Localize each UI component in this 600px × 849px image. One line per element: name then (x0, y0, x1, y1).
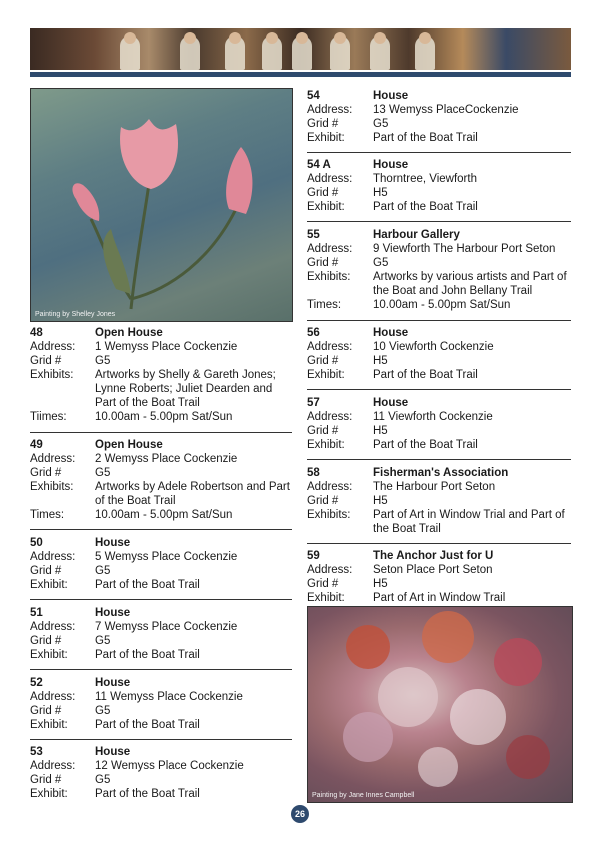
entry-number: 57 (307, 397, 320, 409)
address-value: 11 Viewforth Cockenzie (373, 411, 493, 423)
grid-value: G5 (95, 635, 111, 647)
grid-value: G5 (373, 257, 389, 269)
entry-55 (307, 228, 571, 312)
entry-number: 59 (307, 550, 320, 562)
exhibit-label: Exhibit: (30, 649, 68, 661)
address-value: 13 Wemyss PlaceCockenzie (373, 104, 519, 116)
address-label: Address: (307, 481, 353, 493)
grid-label: Grid # (30, 705, 62, 717)
grid-label: Grid # (307, 187, 339, 199)
entry-number: 51 (30, 607, 43, 619)
divider (307, 152, 571, 153)
entry-title: House (95, 537, 131, 549)
entry-number: 54 A (307, 159, 331, 171)
divider (307, 320, 571, 321)
divider (307, 389, 571, 390)
divider (30, 739, 292, 740)
entry-title: Open House (95, 439, 163, 451)
times-value: 10.00am - 5.00pm Sat/Sun (95, 509, 233, 521)
times-label: Tiimes: (30, 411, 67, 423)
entry-58 (307, 466, 571, 536)
exhibit-label: Exhibit: (30, 719, 68, 731)
entry-51 (30, 606, 292, 662)
exhibit-label: Exhibit: (307, 132, 345, 144)
entry-title: House (373, 327, 409, 339)
divider (30, 599, 292, 600)
exhibit-value: Part of the Boat Trail (95, 579, 200, 591)
entry-49 (30, 438, 292, 522)
grid-value: G5 (95, 705, 111, 717)
times-value: 10.00am - 5.00pm Sat/Sun (95, 411, 233, 423)
exhibits-label: Exhibits: (30, 369, 74, 381)
exhibits-label: Exhibits: (307, 271, 351, 283)
grid-value: G5 (95, 774, 111, 786)
flowers-illustration (308, 607, 572, 802)
divider (30, 432, 292, 433)
entry-48 (30, 326, 292, 424)
address-value: 10 Viewforth Cockenzie (373, 341, 494, 353)
exhibit-label: Exhibit: (30, 788, 68, 800)
exhibit-label: Exhibit: (307, 201, 345, 213)
entry-53 (30, 745, 292, 801)
address-label: Address: (30, 621, 76, 633)
address-value: 2 Wemyss Place Cockenzie (95, 453, 238, 465)
exhibits-value: Part of Art in Window Trial and Part of the Boat Trail (373, 509, 565, 535)
address-label: Address: (30, 341, 76, 353)
grid-value: G5 (95, 355, 111, 367)
address-label: Address: (307, 564, 353, 576)
exhibit-value: Part of the Boat Trail (373, 439, 478, 451)
exhibit-value: Part of the Boat Trail (95, 649, 200, 661)
banner-divider (30, 72, 571, 77)
entry-59 (307, 549, 571, 605)
divider (30, 529, 292, 530)
exhibit-value: Part of the Boat Trail (373, 132, 478, 144)
grid-value: H5 (373, 425, 388, 437)
address-label: Address: (307, 341, 353, 353)
address-value: Seton Place Port Seton (373, 564, 493, 576)
entry-number: 56 (307, 327, 320, 339)
divider (307, 221, 571, 222)
address-value: 11 Wemyss Place Cockenzie (95, 691, 243, 703)
grid-label: Grid # (30, 355, 62, 367)
address-label: Address: (307, 173, 353, 185)
grid-value: H5 (373, 578, 388, 590)
flowers-painting (307, 606, 573, 803)
grid-value: H5 (373, 187, 388, 199)
grid-label: Grid # (307, 425, 339, 437)
address-value: 1 Wemyss Place Cockenzie (95, 341, 238, 353)
grid-value: G5 (373, 118, 389, 130)
entry-title: House (95, 607, 131, 619)
entry-57 (307, 396, 571, 452)
divider (30, 669, 292, 670)
flowers-painting-caption: Painting by Jane Innes Campbell (312, 792, 415, 799)
exhibit-value: Part of the Boat Trail (373, 201, 478, 213)
exhibits-value: Artworks by Adele Robertson and Part of the Boat Trail (95, 481, 290, 507)
tulip-illustration (31, 89, 292, 321)
grid-label: Grid # (307, 495, 339, 507)
grid-label: Grid # (307, 118, 339, 130)
entry-title: Harbour Gallery (373, 229, 460, 241)
entry-number: 52 (30, 677, 43, 689)
entry-title: The Anchor Just for U (373, 550, 494, 562)
times-value: 10.00am - 5.00pm Sat/Sun (373, 299, 511, 311)
grid-label: Grid # (30, 467, 62, 479)
exhibits-label: Exhibits: (30, 481, 74, 493)
exhibit-label: Exhibit: (307, 592, 345, 604)
entry-title: House (373, 397, 409, 409)
page-number: 26 (291, 805, 309, 823)
entry-number: 54 (307, 90, 320, 102)
exhibit-value: Part of the Boat Trail (373, 369, 478, 381)
entry-title: House (373, 159, 409, 171)
divider (307, 459, 571, 460)
entry-number: 48 (30, 327, 43, 339)
grid-label: Grid # (307, 578, 339, 590)
address-label: Address: (307, 243, 353, 255)
entry-number: 55 (307, 229, 320, 241)
address-value: 12 Wemyss Place Cockenzie (95, 760, 244, 772)
times-label: Times: (30, 509, 65, 521)
grid-label: Grid # (307, 257, 339, 269)
exhibit-value: Part of the Boat Trail (95, 719, 200, 731)
address-label: Address: (30, 551, 76, 563)
grid-value: G5 (95, 565, 111, 577)
entry-number: 49 (30, 439, 43, 451)
address-label: Address: (307, 104, 353, 116)
divider (307, 543, 571, 544)
exhibit-label: Exhibit: (307, 439, 345, 451)
address-value: 5 Wemyss Place Cockenzie (95, 551, 238, 563)
address-label: Address: (307, 411, 353, 423)
exhibit-value: Part of Art in Window Trail (373, 592, 506, 604)
address-value: Thorntree, Viewforth (373, 173, 477, 185)
exhibit-label: Exhibit: (30, 579, 68, 591)
entry-50 (30, 536, 292, 592)
tulip-painting-caption: Painting by Shelley Jones (35, 311, 116, 318)
address-label: Address: (30, 691, 76, 703)
address-value: The Harbour Port Seton (373, 481, 496, 493)
entry-number: 53 (30, 746, 43, 758)
exhibit-label: Exhibit: (307, 369, 345, 381)
entry-title: House (95, 746, 131, 758)
entry-54a (307, 158, 571, 214)
grid-label: Grid # (307, 355, 339, 367)
entry-title: House (373, 90, 409, 102)
exhibits-label: Exhibits: (307, 509, 351, 521)
exhibits-value: Artworks by various artists and Part of the Boat and John Bellany Trail (373, 271, 567, 297)
address-label: Address: (30, 760, 76, 772)
entry-title: Open House (95, 327, 163, 339)
address-value: 9 Viewforth The Harbour Port Seton (373, 243, 556, 255)
grid-label: Grid # (30, 774, 62, 786)
grid-value: H5 (373, 355, 388, 367)
address-value: 7 Wemyss Place Cockenzie (95, 621, 238, 633)
tulip-painting (30, 88, 293, 322)
grid-value: G5 (95, 467, 111, 479)
address-label: Address: (30, 453, 76, 465)
grid-label: Grid # (30, 565, 62, 577)
entry-number: 50 (30, 537, 43, 549)
entry-52 (30, 676, 292, 732)
header-banner-image (30, 28, 571, 70)
entry-title: House (95, 677, 131, 689)
times-label: Times: (307, 299, 342, 311)
grid-value: H5 (373, 495, 388, 507)
exhibits-value: Artworks by Shelly & Gareth Jones; Lynne Roberts; Juliet Dearden and Part of the Boat Trail (95, 369, 276, 409)
grid-label: Grid # (30, 635, 62, 647)
entry-title: Fisherman's Association (373, 467, 509, 479)
entry-56 (307, 326, 571, 382)
exhibit-value: Part of the Boat Trail (95, 788, 200, 800)
entry-54 (307, 89, 571, 145)
entry-number: 58 (307, 467, 320, 479)
